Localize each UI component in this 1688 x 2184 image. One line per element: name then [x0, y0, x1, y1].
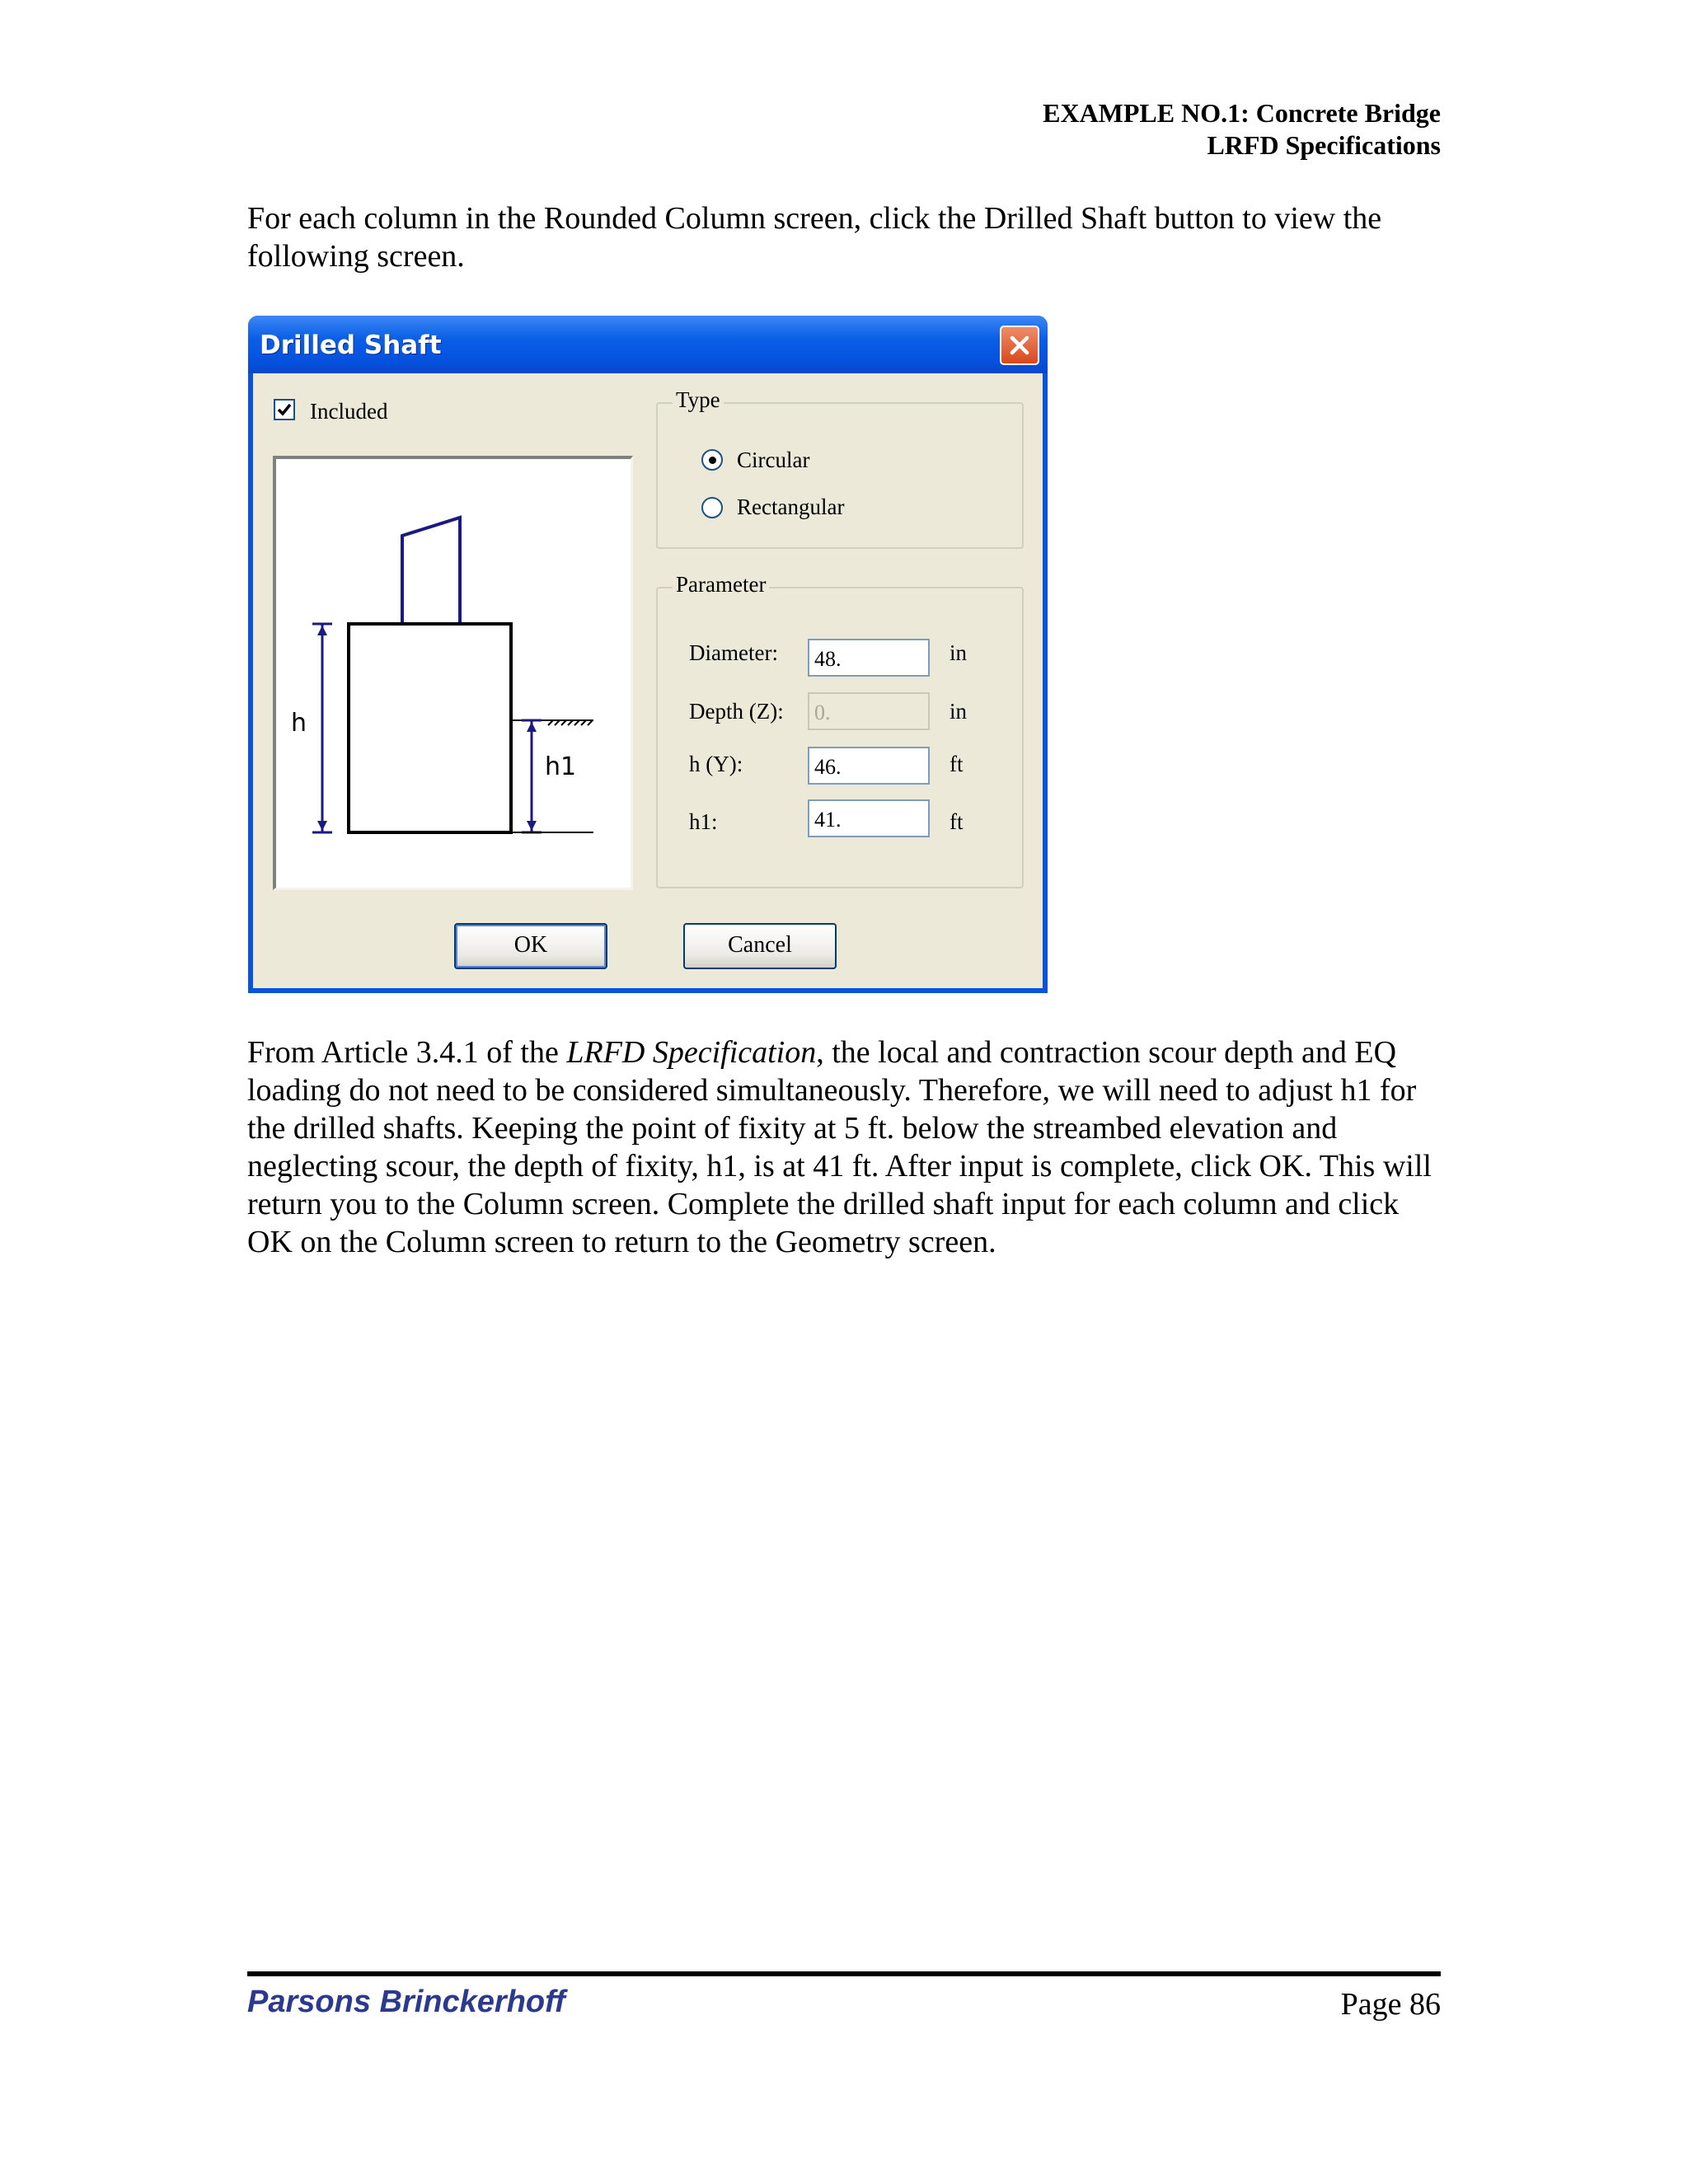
h-y-unit: ft: [950, 752, 964, 776]
parameter-legend: Parameter: [673, 572, 769, 598]
h-y-label: h (Y):: [689, 752, 743, 776]
page-header: [1043, 97, 1441, 162]
h1-label: h1: [545, 752, 577, 781]
h-label: h: [291, 709, 307, 738]
dialog-titlebar: [248, 316, 1048, 373]
h1-field-label: h1:: [689, 809, 718, 834]
intro-paragraph: For each column in the Rounded Column screen, click the Drilled Shaft button to view the following screen.: [247, 201, 1382, 274]
h1-unit: ft: [950, 809, 964, 834]
footer-brand: Parsons Brinckerhoff: [247, 1985, 565, 2019]
checkmark-icon: [276, 401, 293, 418]
footer-rule: [247, 1971, 1441, 1976]
type-group: [656, 387, 1024, 549]
shaft-diagram-panel: [273, 456, 633, 890]
included-checkbox[interactable]: [274, 399, 295, 420]
diameter-unit: in: [950, 640, 968, 665]
close-button[interactable]: [1000, 326, 1039, 365]
ok-button[interactable]: OK: [454, 923, 607, 969]
lrfd-spec-reference: LRFD Specification: [566, 1035, 817, 1070]
type-legend: Type: [673, 387, 724, 413]
radio-selected-dot: [709, 457, 716, 464]
header-line-1: EXAMPLE NO.1: Concrete Bridge: [1043, 98, 1441, 128]
h-y-field[interactable]: 46.: [808, 747, 930, 785]
body-text-pre: From Article 3.4.1 of the: [247, 1035, 567, 1070]
rectangular-label[interactable]: Rectangular: [737, 494, 845, 519]
shaft-diagram: [276, 459, 631, 888]
included-label[interactable]: Included: [310, 399, 388, 424]
diameter-field[interactable]: 48.: [808, 639, 930, 677]
page-number: Page 86: [1340, 1987, 1441, 2022]
cancel-button[interactable]: Cancel: [683, 923, 837, 969]
depth-label: Depth (Z):: [689, 699, 784, 724]
header-line-2: LRFD Specifications: [1207, 130, 1441, 160]
h1-field[interactable]: 41.: [808, 799, 930, 837]
depth-field: 0.: [808, 692, 930, 730]
body-text-post: , the local and contraction scour depth and EQ loading do not need to be considered simultaneously. Therefore, we will need to adjust h1 for the drilled shafts. Keeping the point of fixity at 5 ft. below the streambed elevation and neglecting scour, the depth of fixity, h1, is at 41 ft. After input is complete, click OK. This will return you to the Column screen. Complete the drilled shaft input for each column and click OK on the Column screen to return to the Geometry screen.: [247, 1035, 1432, 1259]
circular-radio[interactable]: [701, 449, 723, 471]
diameter-label: Diameter:: [689, 640, 778, 665]
rectangular-radio[interactable]: [701, 497, 723, 518]
circular-label[interactable]: Circular: [737, 448, 810, 472]
dialog-title: Drilled Shaft: [260, 330, 442, 360]
parameter-group: [656, 572, 1024, 888]
close-icon: [1008, 334, 1031, 357]
depth-unit: in: [950, 699, 968, 724]
body-paragraph: [247, 1033, 1442, 1261]
